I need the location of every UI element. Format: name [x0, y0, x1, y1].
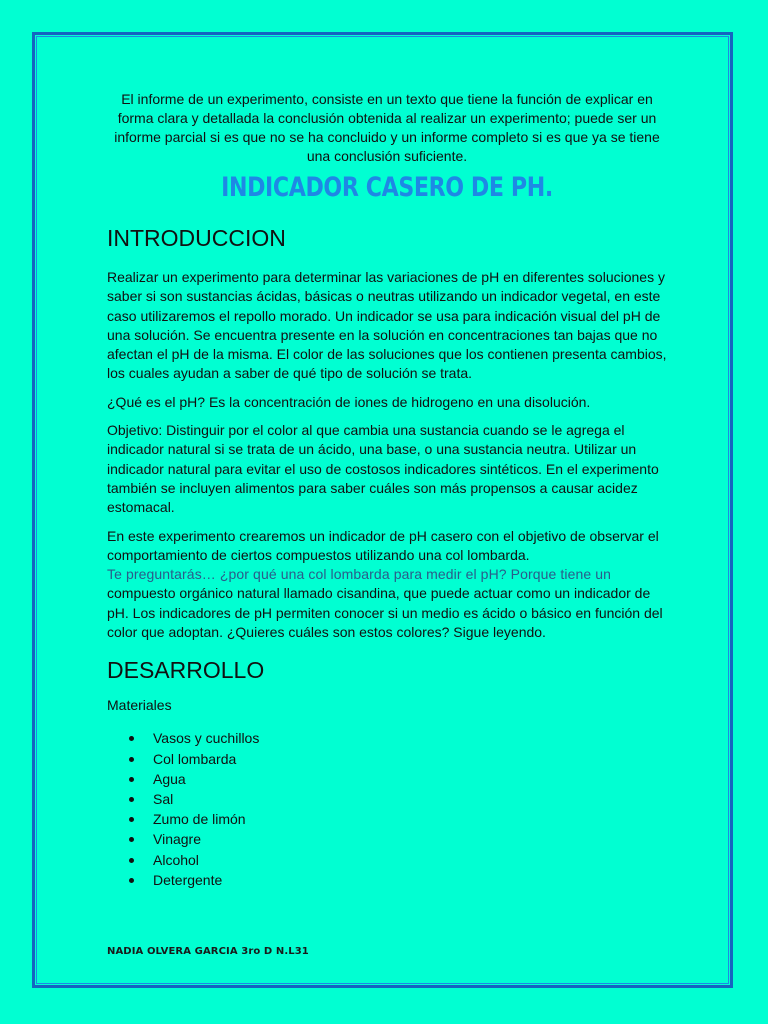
material-item-text: Agua: [153, 770, 186, 787]
material-item: [129, 749, 667, 769]
col-lombarda-paragraph-a: En este experimento crearemos un indicador de pH casero con el objetivo de observar el comportamiento de ciertos compuestos utilizando una col lombarda.: [107, 527, 659, 563]
material-item-text: Col lombarda: [153, 750, 237, 767]
materiales-label: Materiales: [107, 697, 172, 714]
material-item: [129, 789, 667, 809]
material-item-text: Zumo de limón: [153, 811, 246, 828]
bullet-icon: [129, 777, 134, 782]
bullet-icon: [129, 736, 134, 741]
document-body: [107, 90, 667, 890]
bullet-icon: [129, 878, 134, 883]
material-item: [129, 809, 667, 829]
ph-definition-paragraph: ¿Qué es el pH? Es la concentración de iones de hidrogeno en una disolución.: [107, 393, 591, 410]
introduccion-heading: INTRODUCCION: [107, 225, 286, 251]
introduccion-paragraph-1: Realizar un experimento para determinar las variaciones de pH en diferentes soluciones y saber si son sustancias ácidas, básicas o neutras utilizando un indicador vegetal, en este caso utilizaremos el repollo morado. Un indicador se usa para indicación visual del pH de una solución. Se encuentra presente en la solución en concentraciones tan bajas que no afectan el pH de la misma. El color de las soluciones que los contienen presenta cambios, los cuales ayudan a saber de qué tipo de solución se trata.: [107, 269, 667, 382]
bullet-icon: [129, 837, 134, 842]
col-lombarda-paragraph-c: compuesto orgánico natural llamado cisandina, que puede actuar como un indicador de pH. Los indicadores de pH permiten conocer si un medio es ácido o básico en función del color que adoptan. ¿Quieres cuáles son estos colores? Sigue leyendo.: [107, 585, 663, 641]
objetivo-paragraph: Objetivo: Distinguir por el color al que cambia una sustancia cuando se le agrega el indicador natural si se trata de un ácido, una base, o una sustancia neutra. Utilizar un indicador natural para evitar el uso de costosos indicadores sintéticos. En el experimento también se incluyen alimentos para saber cuáles son más propensos a causar acidez estomacal.: [107, 422, 659, 516]
bullet-icon: [129, 858, 134, 863]
author-footer: NADIA OLVERA GARCIA 3ro D N.L31: [107, 946, 309, 957]
material-item-text: Vinagre: [153, 831, 202, 848]
material-item: [129, 728, 667, 748]
material-item-text: Sal: [153, 790, 174, 807]
col-lombarda-paragraph: [107, 527, 667, 643]
material-item-text: Detergente: [153, 871, 223, 888]
material-item: [129, 829, 667, 849]
document-title: INDICADOR CASERO DE PH.: [221, 172, 553, 203]
col-lombarda-question-line: Te preguntarás… ¿por qué una col lombarda para medir el pH? Porque tiene un: [107, 566, 612, 583]
bullet-icon: [129, 757, 134, 762]
material-item: [129, 769, 667, 789]
material-item-text: Alcohol: [153, 851, 199, 868]
desarrollo-heading: DESARROLLO: [107, 657, 265, 684]
materials-list: [129, 728, 667, 890]
material-item-text: Vasos y cuchillos: [153, 730, 260, 747]
material-item: [129, 870, 667, 890]
bullet-icon: [129, 797, 134, 802]
bullet-icon: [129, 817, 134, 822]
material-item: [129, 850, 667, 870]
intro-paragraph: El informe de un experimento, consiste en un texto que tiene la función de explicar en forma clara y detallada la conclusión obtenida al realizar un experimento; puede ser un informe parcial si es que no se ha concluido y un informe completo si es que ya se tiene una conclusión suficiente.: [114, 91, 660, 164]
